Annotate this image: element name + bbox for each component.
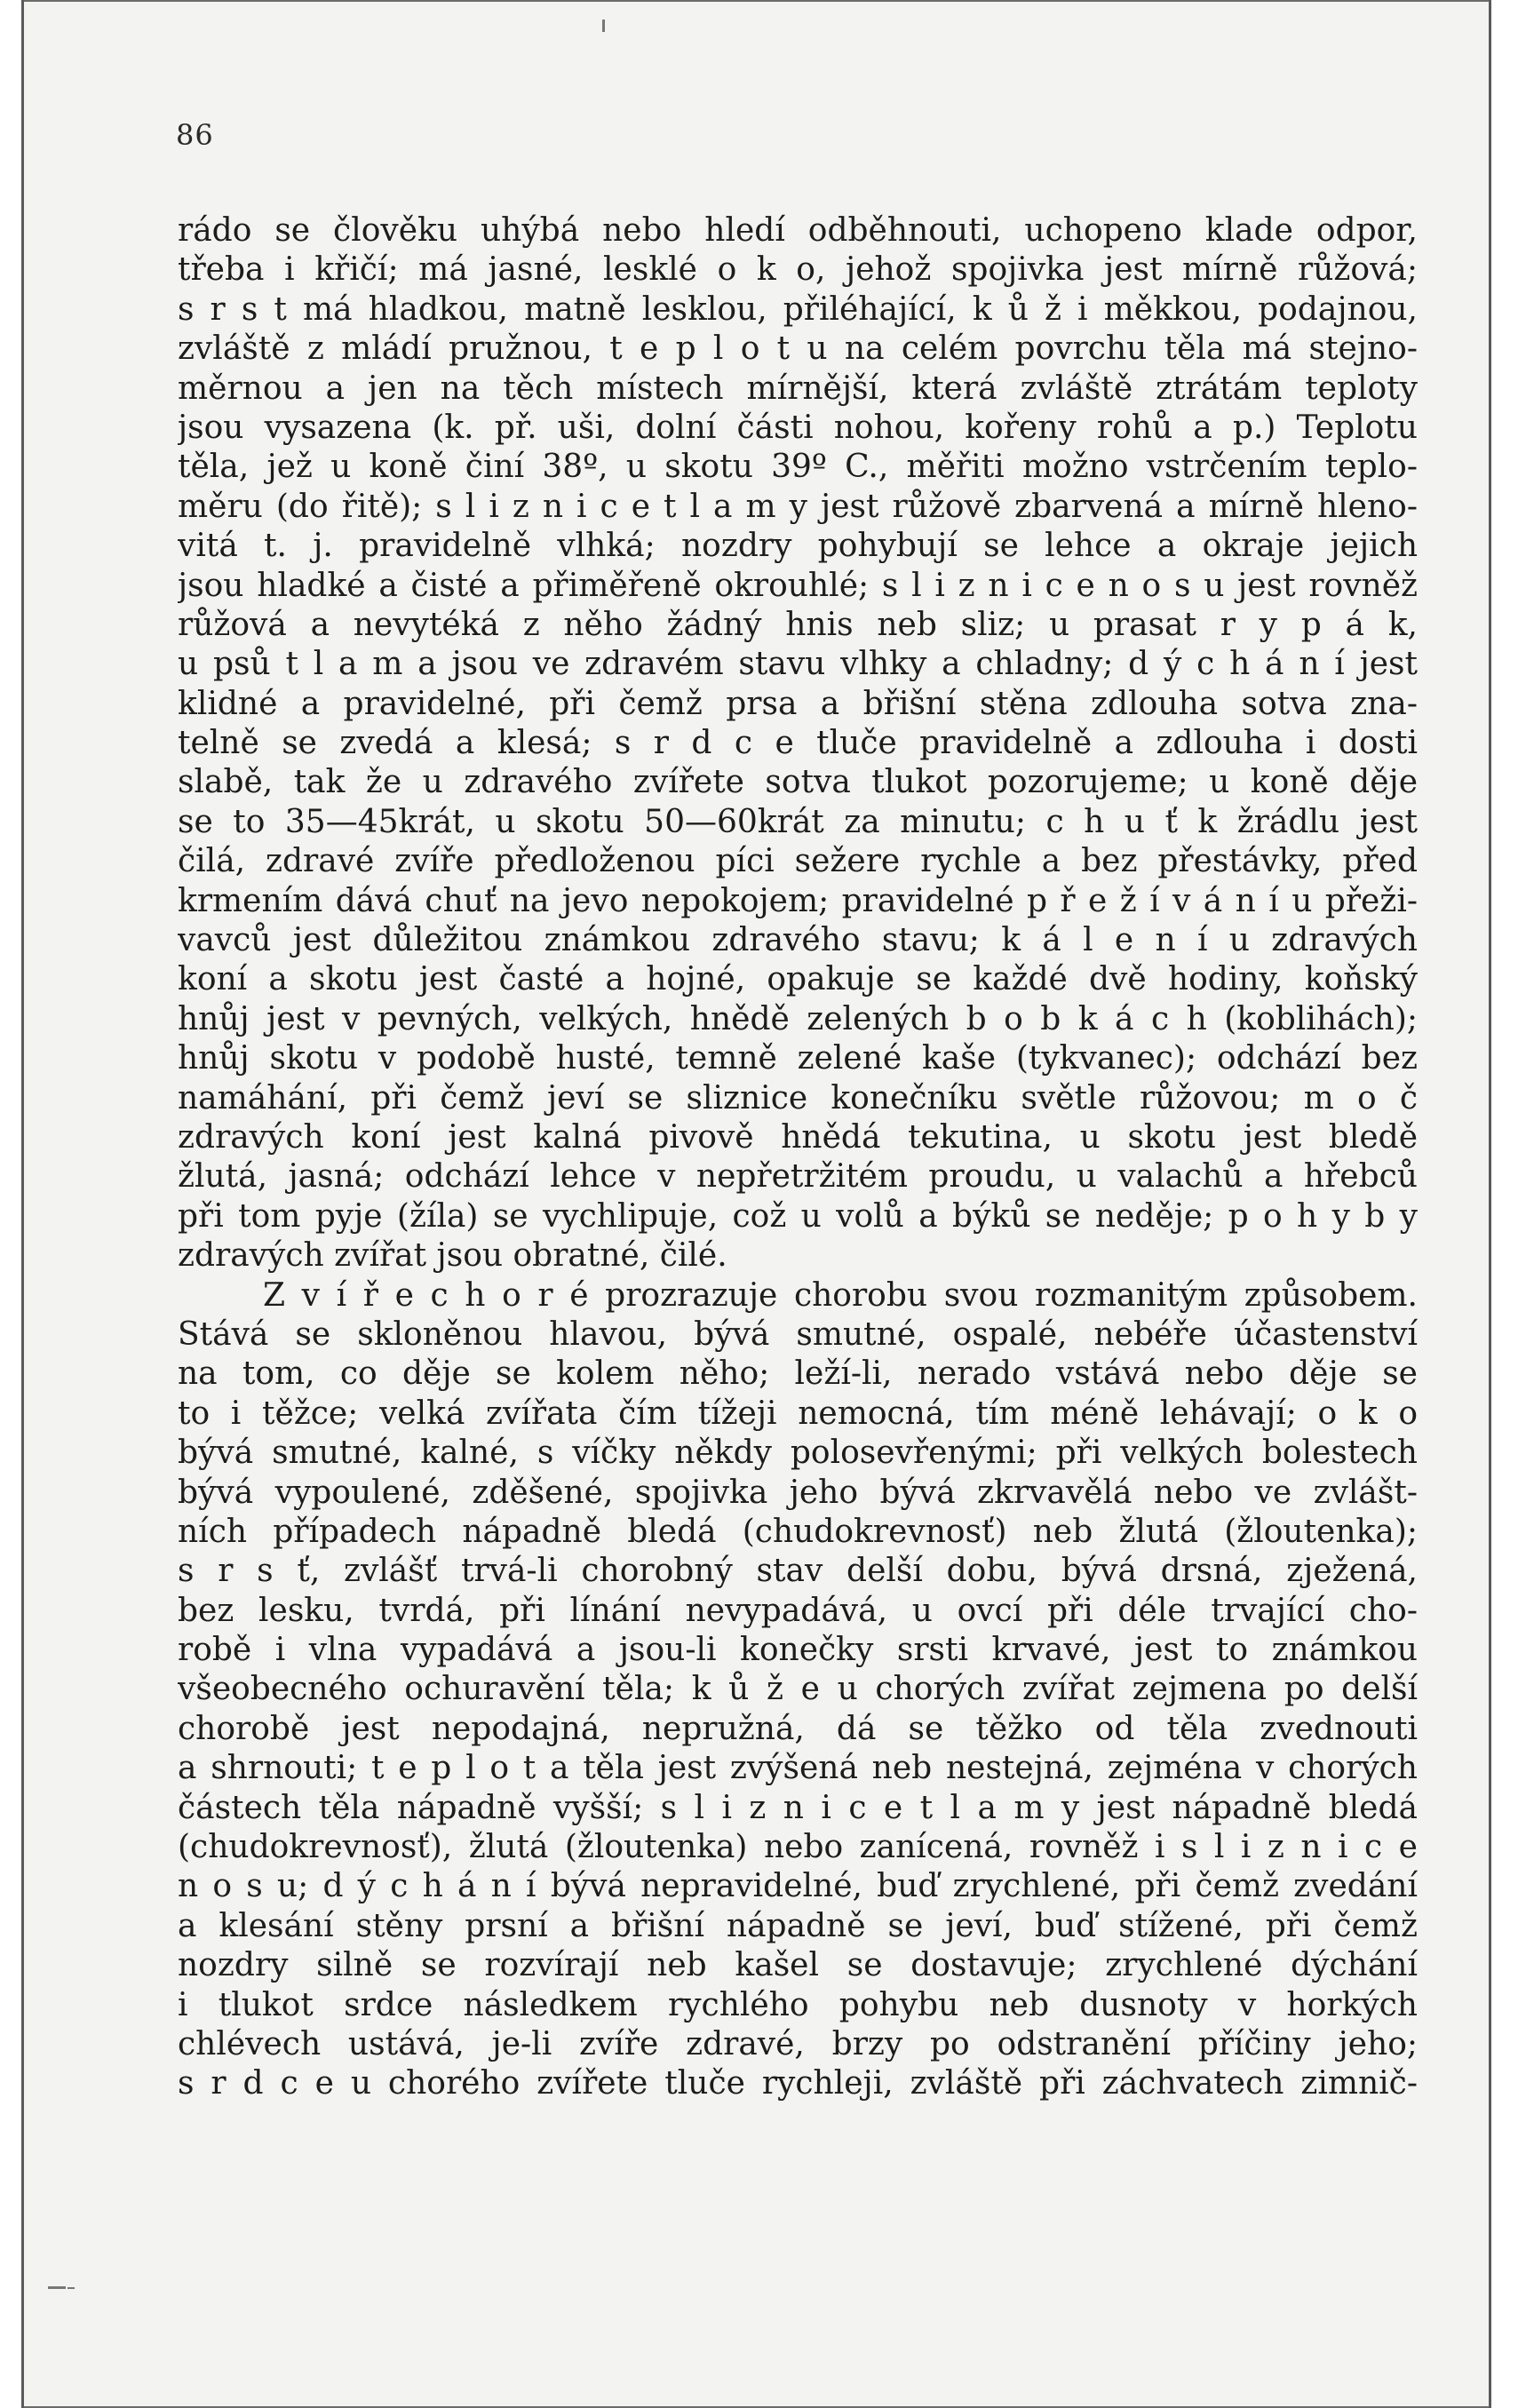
text-line: měru (do řitě); s l i z n i c e t l a m y jest růžově zbarvená a mírně hleno- xyxy=(178,488,1418,525)
text-line: zvláště z mládí pružnou, t e p l o t u na celém povrchu těla má stejno- xyxy=(178,330,1418,368)
text-line: při tom pyje (žíla) se vychlipuje, což u volů a býků se neděje; p o h y b y xyxy=(178,1197,1418,1235)
text-line: vitá t. j. pravidelně vlhká; nozdry pohybují se lehce a okraje jejich xyxy=(178,528,1418,565)
text-line: robě i vlna vypadává a jsou-li konečky srsti krvavé, jest to známkou xyxy=(178,1632,1418,1669)
text-line: s r s ť, zvlášť trvá-li chorobný stav delší dobu, bývá drsná, zježená, xyxy=(178,1553,1418,1590)
page-number: 86 xyxy=(176,118,214,152)
text-line: ních případech nápadně bledá (chudokrevnosť) neb žlutá (žloutenka); xyxy=(178,1513,1418,1550)
text-line: růžová a nevytéká z něho žádný hnis neb sliz; u prasat r y p á k, xyxy=(178,606,1418,643)
text-line: (chudokrevnosť), žlutá (žloutenka) nebo zanícená, rovněž i s l i z n i c e xyxy=(178,1829,1418,1866)
text-line: nozdry silně se rozvírají neb kašel se dostavuje; zrychlené dýchání xyxy=(178,1947,1418,1984)
text-line: bez lesku, tvrdá, při línání nevypadává, u ovcí při déle trvající cho- xyxy=(178,1592,1418,1629)
text-line: a klesání stěny prsní a břišní nápadně se jeví, buď stížené, při čemž xyxy=(178,1907,1418,1944)
text-line-paragraph-start: Z v í ř e c h o r é prozrazuje chorobu svou rozmanitým způsobem. xyxy=(263,1276,1418,1314)
page-margin-right xyxy=(1491,0,1518,2408)
text-line: n o s u; d ý c h á n í bývá nepravidelné, buď zrychlené, při čemž zvedání xyxy=(178,1868,1418,1905)
scan-mark-top xyxy=(602,20,605,32)
text-line: krmením dává chuť na jevo nepokojem; pravidelné p ř e ž í v á n í u přeži- xyxy=(178,882,1418,919)
text-line: měrnou a jen na těch místech mírnější, která zvláště ztrátám teploty xyxy=(178,370,1418,407)
text-line: bývá vypoulené, zděšené, spojivka jeho bývá zkrvavělá nebo ve zvlášt- xyxy=(178,1474,1418,1511)
text-line: slabě, tak že u zdravého zvířete sotva tlukot pozorujeme; u koně děje xyxy=(178,764,1418,801)
text-line: čilá, zdravé zvíře předloženou píci sežere rychle a bez přestávky, před xyxy=(178,843,1418,880)
text-line: se to 35—45krát, u skotu 50—60krát za minutu; c h u ť k žrádlu jest xyxy=(178,803,1418,840)
page-margin-left xyxy=(0,0,21,2408)
text-line: a shrnouti; t e p l o t a těla jest zvýšená neb nestejná, zejména v chorých xyxy=(178,1750,1418,1787)
scan-mark-bottom xyxy=(48,2286,66,2289)
text-line: i tlukot srdce následkem rychlého pohybu neb dusnoty v horkých xyxy=(178,1986,1418,2023)
text-line: u psů t l a m a jsou ve zdravém stavu vlhky a chladny; d ý c h á n í jest xyxy=(178,646,1418,683)
text-line: vavců jest důležitou známkou zdravého stavu; k á l e n í u zdravých xyxy=(178,922,1418,959)
text-line: hnůj jest v pevných, velkých, hnědě zelených b o b k á c h (koblihách); xyxy=(178,1000,1418,1037)
body-text xyxy=(178,211,1418,2104)
text-line: klidné a pravidelné, při čemž prsa a břišní stěna zdlouha sotva zna- xyxy=(178,685,1418,722)
text-line: jsou vysazena (k. př. uši, dolní části nohou, kořeny rohů a p.) Teplotu xyxy=(178,409,1418,446)
text-line: koní a skotu jest časté a hojné, opakuje se každé dvě hodiny, koňský xyxy=(178,961,1418,998)
text-line: všeobecného ochuravění těla; k ů ž e u chorých zvířat zejmena po delší xyxy=(178,1671,1418,1708)
text-line: hnůj skotu v podobě husté, temně zelené kaše (tykvanec); odchází bez xyxy=(178,1040,1418,1077)
text-line: chorobě jest nepodajná, nepružná, dá se těžko od těla zvednouti xyxy=(178,1710,1418,1747)
text-line: chlévech ustává, je-li zvíře zdravé, brzy po odstranění příčiny jeho; xyxy=(178,2025,1418,2062)
text-line: Stává se skloněnou hlavou, bývá smutné, ospalé, nebéře účastenství xyxy=(178,1315,1418,1353)
text-line: s r s t má hladkou, matně lesklou, přiléhající, k ů ž i měkkou, podajnou, xyxy=(178,290,1418,328)
text-line: těla, jež u koně činí 38º, u skotu 39º C., měřiti možno vstrčením teplo- xyxy=(178,449,1418,486)
text-line: jsou hladké a čisté a přiměřeně okrouhlé; s l i z n i c e n o s u jest rovněž xyxy=(178,567,1418,604)
text-line: namáhání, při čemž jeví se sliznice konečníku světle růžovou; m o č xyxy=(178,1079,1418,1117)
text-line: žlutá, jasná; odchází lehce v nepřetržitém proudu, u valachů a hřebců xyxy=(178,1158,1418,1196)
text-line: rádo se člověku uhýbá nebo hledí odběhnouti, uchopeno klade odpor, xyxy=(178,212,1418,249)
text-line: částech těla nápadně vyšší; s l i z n i c e t l a m y jest nápadně bledá xyxy=(178,1789,1418,1826)
scan-edge-right xyxy=(1489,0,1491,2408)
text-line-paragraph-end: zdravých zvířat jsou obratné, čilé. xyxy=(178,1237,727,1275)
text-line: třeba i křičí; má jasné, lesklé o k o, jehož spojivka jest mírně růžová; xyxy=(178,251,1418,289)
text-line: telně se zvedá a klesá; s r d c e tluče pravidelně a zdlouha i dosti xyxy=(178,725,1418,762)
text-line: zdravých koní jest kalná pivově hnědá tekutina, u skotu jest bledě xyxy=(178,1118,1418,1156)
scan-edge-left xyxy=(21,0,24,2408)
scan-mark-bottom-small xyxy=(68,2287,75,2289)
text-line: to i těžce; velká zvířata čím tížeji nemocná, tím méně lehávají; o k o xyxy=(178,1395,1418,1432)
text-line: na tom, co děje se kolem něho; leží-li, nerado vstává nebo děje se xyxy=(178,1355,1418,1393)
text-line: bývá smutné, kalné, s víčky někdy polosevřenými; při velkých bolestech xyxy=(178,1434,1418,1472)
text-line: s r d c e u chorého zvířete tluče rychleji, zvláště při záchvatech zimnič- xyxy=(178,2065,1418,2102)
